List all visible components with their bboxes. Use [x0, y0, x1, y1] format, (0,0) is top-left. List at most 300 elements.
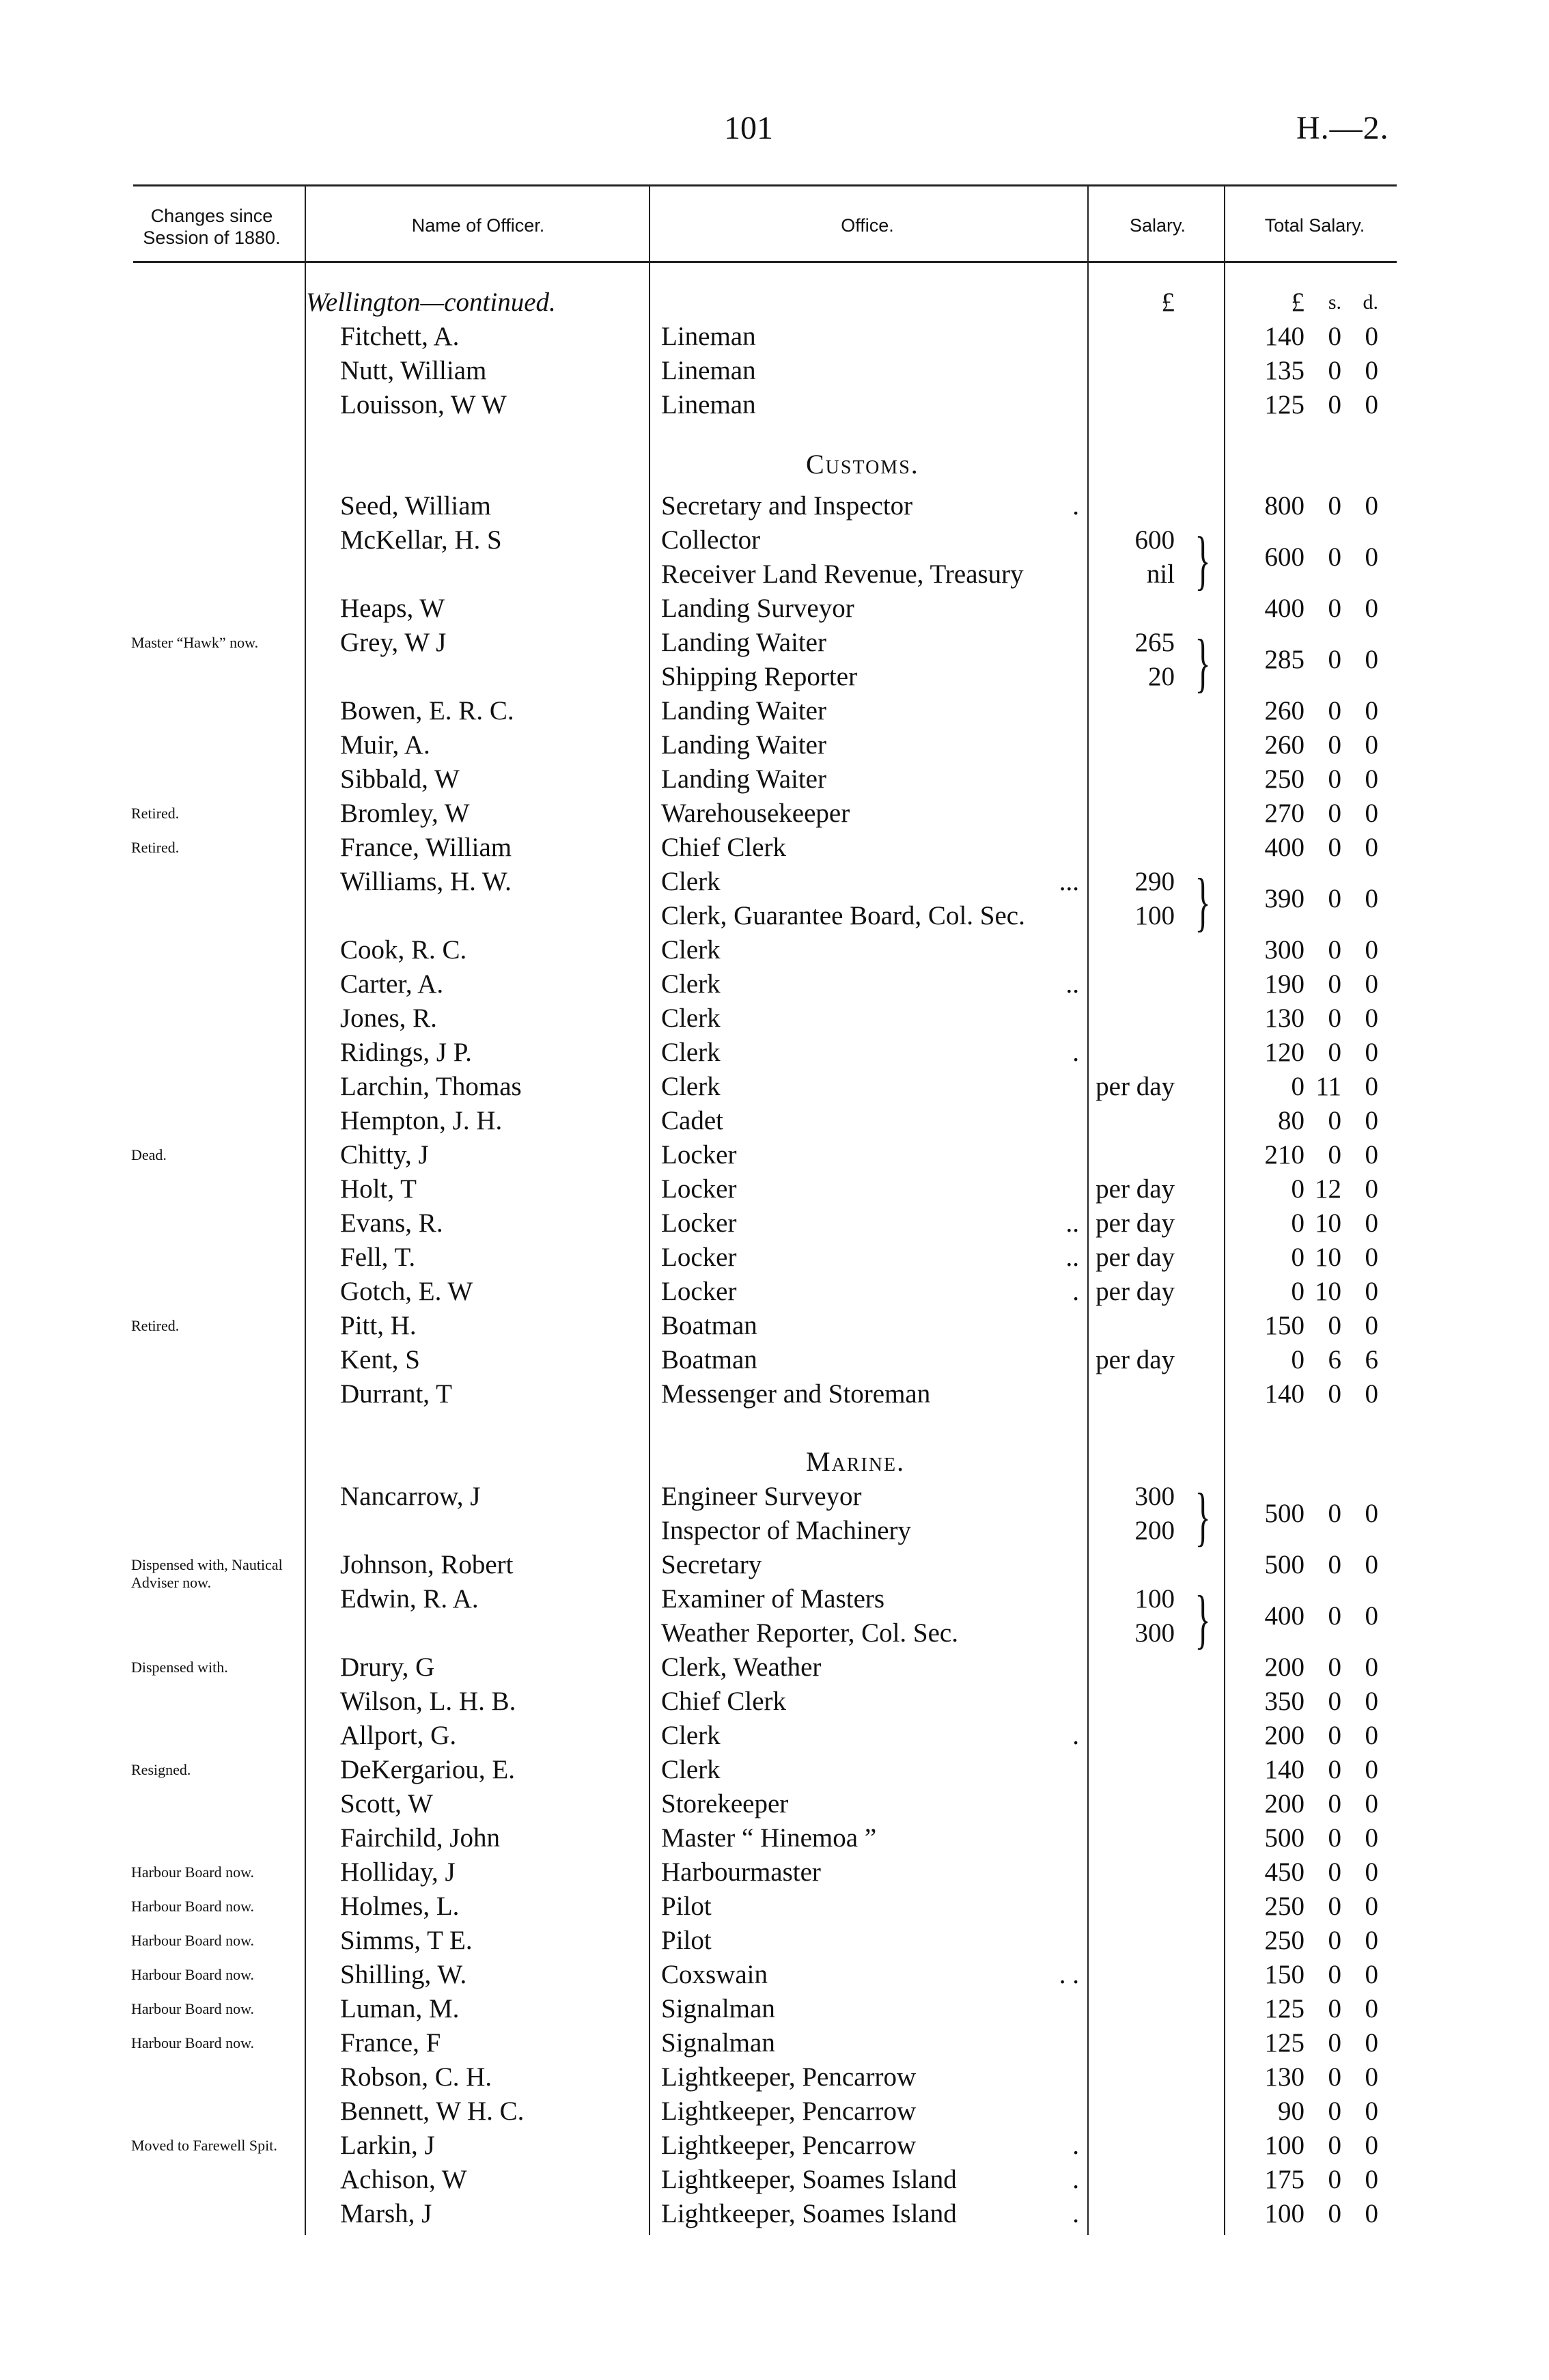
office: Collector	[661, 525, 761, 555]
total-shillings: 0	[1328, 1140, 1341, 1170]
table-row	[0, 1616, 1549, 1650]
total-pence: 0	[1365, 935, 1378, 965]
officer-name: Marsh, J	[340, 2199, 432, 2228]
total-shillings: 6	[1328, 1345, 1341, 1374]
change-note: Retired.	[131, 805, 180, 822]
table-row	[0, 1104, 1549, 1138]
office: Coxswain	[661, 1960, 768, 1989]
office: Clerk	[661, 867, 721, 896]
office: Weather Reporter, Col. Sec.	[661, 1618, 958, 1648]
table-row	[0, 967, 1549, 1001]
total-shillings: 0	[1328, 1857, 1341, 1887]
office: Secretary and Inspector	[661, 491, 913, 521]
officer-name: Heaps, W	[340, 594, 445, 623]
total-pence: 6	[1365, 1345, 1378, 1374]
officer-name: Johnson, Robert	[340, 1550, 514, 1579]
header-total: Total Salary.	[1264, 215, 1365, 236]
total-shillings: 0	[1328, 322, 1341, 351]
table-row	[0, 489, 1549, 523]
total-shillings: 0	[1328, 1601, 1341, 1631]
table-row	[0, 592, 1549, 626]
table-row	[0, 1719, 1549, 1753]
table-row	[0, 933, 1549, 967]
change-note: Dispensed with, Nautical Adviser now.	[131, 1556, 283, 1591]
table-row	[0, 762, 1549, 797]
header-top-rule	[133, 184, 1397, 186]
salary: per day	[1096, 1345, 1175, 1374]
office: Clerk	[661, 1038, 721, 1067]
salary: per day	[1096, 1208, 1175, 1238]
office: Clerk, Weather	[661, 1652, 822, 1682]
total-pounds: 250	[1264, 1926, 1304, 1955]
total-pounds: 200	[1264, 1652, 1304, 1682]
total-shillings: 0	[1328, 1892, 1341, 1921]
total-pence: 0	[1365, 730, 1378, 760]
office: Signalman	[661, 2028, 775, 2058]
officer-name: Bennett, W H. C.	[340, 2097, 525, 2126]
table-row	[0, 2197, 1549, 2231]
officer-name: Jones, R.	[340, 1004, 437, 1033]
officer-name: Shilling, W.	[340, 1960, 467, 1989]
salary: 300	[1134, 1618, 1175, 1648]
officer-name: DeKergariou, E.	[340, 1755, 515, 1784]
total-pounds: 100	[1264, 2131, 1304, 2160]
table-row	[0, 1480, 1549, 1528]
total-pounds: 120	[1264, 1038, 1304, 1067]
total-pounds: 210	[1264, 1140, 1304, 1170]
leader-dots: ...	[1059, 867, 1079, 896]
total-shillings: 0	[1328, 1687, 1341, 1716]
leader-dots: .	[1072, 1277, 1079, 1306]
table-row	[0, 1855, 1549, 1890]
table-row	[0, 1514, 1549, 1548]
officer-name: Simms, T E.	[340, 1926, 473, 1955]
officer-name: Sibbald, W	[340, 764, 460, 794]
total-pence: 0	[1365, 2062, 1378, 2092]
total-pounds: 250	[1264, 764, 1304, 794]
total-shillings: 0	[1328, 645, 1341, 674]
total-pence: 0	[1365, 2097, 1378, 2126]
total-pence: 0	[1365, 1208, 1378, 1238]
office: Pilot	[661, 1892, 712, 1921]
total-pence: 0	[1365, 1823, 1378, 1853]
total-shillings: 11	[1315, 1072, 1341, 1101]
table-row	[0, 388, 1549, 422]
table-row	[0, 626, 1549, 674]
total-pounds: 125	[1264, 1994, 1304, 2023]
office: Lightkeeper, Pencarrow	[661, 2131, 917, 2160]
salary: per day	[1096, 1072, 1175, 1101]
officer-name: Robson, C. H.	[340, 2062, 492, 2092]
leader-dots: .	[1072, 2131, 1079, 2160]
office: Messenger and Storeman	[661, 1379, 931, 1409]
officer-name: Edwin, R. A.	[340, 1584, 479, 1614]
office: Landing Waiter	[661, 730, 826, 760]
change-note: Harbour Board now.	[131, 1966, 255, 1983]
total-pence: 0	[1365, 2199, 1378, 2228]
office: Lightkeeper, Soames Island	[661, 2165, 957, 2194]
officer-name: Scott, W	[340, 1789, 433, 1818]
total-pounds: 150	[1264, 1311, 1304, 1340]
table-row	[0, 354, 1549, 388]
total-pounds: 175	[1264, 2165, 1304, 2194]
table-row	[0, 2026, 1549, 2060]
salary: 265	[1134, 628, 1175, 657]
table-row	[0, 797, 1549, 831]
pence-label: d.	[1363, 291, 1378, 314]
office: Secretary	[661, 1550, 762, 1579]
officer-name: McKellar, H. S	[340, 525, 502, 555]
total-shillings: 0	[1328, 1379, 1341, 1409]
total-pence: 0	[1365, 594, 1378, 623]
total-pence: 0	[1365, 833, 1378, 862]
total-pence: 0	[1365, 542, 1378, 572]
brace-icon: }	[1195, 626, 1211, 699]
leader-dots: .	[1072, 2199, 1079, 2228]
total-shillings: 10	[1315, 1277, 1341, 1306]
section-customs: Customs.	[806, 449, 919, 480]
officer-name: Luman, M.	[340, 1994, 460, 2023]
office: Lightkeeper, Pencarrow	[661, 2062, 917, 2092]
shillings-label: s.	[1328, 291, 1341, 314]
office: Clerk, Guarantee Board, Col. Sec.	[661, 901, 1025, 930]
total-pounds: 0	[1291, 1174, 1304, 1204]
office: Boatman	[661, 1311, 757, 1340]
total-shillings: 0	[1328, 1960, 1341, 1989]
officer-name: Ridings, J P.	[340, 1038, 472, 1067]
total-pence: 0	[1365, 322, 1378, 351]
leader-dots: .	[1072, 491, 1079, 521]
total-shillings: 0	[1328, 542, 1341, 572]
leader-dots: .	[1072, 2165, 1079, 2194]
office: Landing Waiter	[661, 764, 826, 794]
total-shillings: 0	[1328, 2062, 1341, 2092]
change-note: Harbour Board now.	[131, 1932, 255, 1949]
total-shillings: 0	[1328, 1823, 1341, 1853]
office: Shipping Reporter	[661, 662, 858, 691]
total-shillings: 0	[1328, 390, 1341, 419]
office: Clerk	[661, 969, 721, 999]
total-pounds: 260	[1264, 730, 1304, 760]
total-shillings: 0	[1328, 696, 1341, 725]
office: Chief Clerk	[661, 833, 787, 862]
total-shillings: 0	[1328, 833, 1341, 862]
office: Inspector of Machinery	[661, 1516, 912, 1545]
total-pence: 0	[1365, 1140, 1378, 1170]
brace-icon: }	[1195, 1582, 1211, 1655]
total-pence: 0	[1365, 1379, 1378, 1409]
table-row	[0, 1992, 1549, 2026]
total-pounds: 300	[1264, 935, 1304, 965]
salary: 290	[1134, 867, 1175, 896]
table-row	[0, 1582, 1549, 1631]
total-pence: 0	[1365, 1072, 1378, 1101]
change-note: Retired.	[131, 839, 180, 856]
total-shillings: 0	[1328, 969, 1341, 999]
brace-icon: }	[1195, 523, 1211, 596]
total-shillings: 0	[1328, 730, 1341, 760]
table-row	[0, 1275, 1549, 1309]
total-pence: 0	[1365, 969, 1378, 999]
table-row	[0, 1753, 1549, 1787]
total-pounds: 130	[1264, 2062, 1304, 2092]
total-shillings: 0	[1328, 764, 1341, 794]
total-pounds: 100	[1264, 2199, 1304, 2228]
office: Harbourmaster	[661, 1857, 821, 1887]
officer-name: Holliday, J	[340, 1857, 456, 1887]
table-row	[0, 2094, 1549, 2129]
total-pence: 0	[1365, 1994, 1378, 2023]
total-pounds: 0	[1291, 1243, 1304, 1272]
table-row	[0, 523, 1549, 572]
officer-name: France, F	[340, 2028, 441, 2058]
change-note: Dead.	[131, 1146, 167, 1163]
office: Clerk	[661, 935, 721, 965]
total-pounds: 0	[1291, 1277, 1304, 1306]
total-shillings: 0	[1328, 2097, 1341, 2126]
section-marine: Marine.	[806, 1446, 906, 1477]
total-pence: 0	[1365, 1311, 1378, 1340]
office: Lineman	[661, 322, 756, 351]
salary: 100	[1134, 901, 1175, 930]
table-row	[0, 2163, 1549, 2197]
total-shillings: 0	[1328, 884, 1341, 913]
officer-name: Carter, A.	[340, 969, 444, 999]
office: Examiner of Masters	[661, 1584, 885, 1614]
total-pounds: 500	[1264, 1823, 1304, 1853]
continued-row	[0, 286, 1549, 320]
header-office: Office.	[841, 215, 894, 236]
total-pence: 0	[1365, 390, 1378, 419]
total-pounds: 90	[1278, 2097, 1304, 2126]
total-shillings: 12	[1315, 1174, 1341, 1204]
total-pence: 0	[1365, 645, 1378, 674]
total-pence: 0	[1365, 799, 1378, 828]
office: Locker	[661, 1277, 737, 1306]
total-pence: 0	[1365, 2131, 1378, 2160]
table-row	[0, 1309, 1549, 1343]
total-shillings: 0	[1328, 1499, 1341, 1528]
change-note: Resigned.	[131, 1761, 191, 1778]
total-shillings: 0	[1328, 2028, 1341, 2058]
total-shillings: 0	[1328, 1038, 1341, 1067]
total-pounds: 130	[1264, 1004, 1304, 1033]
table-row	[0, 1172, 1549, 1206]
table-row	[0, 320, 1549, 354]
total-pounds: 270	[1264, 799, 1304, 828]
total-pence: 0	[1365, 1106, 1378, 1135]
header-name: Name of Officer.	[411, 215, 545, 236]
total-pence: 0	[1365, 1789, 1378, 1818]
officer-name: Nancarrow, J	[340, 1482, 481, 1511]
salary: per day	[1096, 1277, 1175, 1306]
total-pounds: 0	[1291, 1072, 1304, 1101]
change-note: Master “Hawk” now.	[131, 634, 259, 651]
total-pence: 0	[1365, 1277, 1378, 1306]
total-pounds: 400	[1264, 833, 1304, 862]
table-row	[0, 1924, 1549, 1958]
officer-name: Fell, T.	[340, 1243, 416, 1272]
salary: 300	[1134, 1482, 1175, 1511]
salary: 20	[1148, 662, 1175, 691]
office: Signalman	[661, 1994, 775, 2023]
total-shillings: 0	[1328, 1106, 1341, 1135]
officer-name: Nutt, William	[340, 356, 487, 385]
total-shillings: 0	[1328, 1004, 1341, 1033]
total-pounds: 800	[1264, 491, 1304, 521]
table-row	[0, 1241, 1549, 1275]
total-pounds: 140	[1264, 322, 1304, 351]
total-shillings: 0	[1328, 799, 1341, 828]
office: Clerk	[661, 1004, 721, 1033]
total-pence: 0	[1365, 1601, 1378, 1631]
table-row	[0, 1343, 1549, 1377]
total-pence: 0	[1365, 2028, 1378, 2058]
table-row	[0, 1138, 1549, 1172]
total-pounds: 125	[1264, 2028, 1304, 2058]
salary: 100	[1134, 1584, 1175, 1614]
officer-name: Evans, R.	[340, 1208, 443, 1238]
table-row	[0, 1821, 1549, 1855]
total-pounds: 600	[1264, 542, 1304, 572]
total-pounds: 450	[1264, 1857, 1304, 1887]
total-pounds: 0	[1291, 1208, 1304, 1238]
table-row	[0, 1650, 1549, 1685]
total-pounds: 135	[1264, 356, 1304, 385]
total-pounds: 400	[1264, 1601, 1304, 1631]
leader-dots: ..	[1065, 969, 1079, 999]
total-pence: 0	[1365, 1721, 1378, 1750]
office: Storekeeper	[661, 1789, 789, 1818]
total-pence: 0	[1365, 1174, 1378, 1204]
total-pounds: 500	[1264, 1550, 1304, 1579]
table-row	[0, 694, 1549, 728]
officer-name: France, William	[340, 833, 512, 862]
leader-dots: .	[1072, 1038, 1079, 1067]
officer-name: Kent, S	[340, 1345, 420, 1374]
table-row	[0, 1685, 1549, 1719]
office: Warehousekeeper	[661, 799, 850, 828]
officer-name: Bromley, W	[340, 799, 470, 828]
total-shillings: 10	[1315, 1208, 1341, 1238]
officer-name: Larchin, Thomas	[340, 1072, 522, 1101]
pounds-label: £	[1291, 288, 1304, 317]
total-pence: 0	[1365, 1857, 1378, 1887]
table-row	[0, 660, 1549, 694]
total-pence: 0	[1365, 1499, 1378, 1528]
total-pence: 0	[1365, 356, 1378, 385]
total-pence: 0	[1365, 2165, 1378, 2194]
office: Landing Waiter	[661, 628, 826, 657]
total-pounds: 260	[1264, 696, 1304, 725]
table-row	[0, 1001, 1549, 1036]
total-shillings: 0	[1328, 356, 1341, 385]
officer-name: Williams, H. W.	[340, 867, 512, 896]
total-shillings: 0	[1328, 1550, 1341, 1579]
officer-name: Gotch, E. W	[340, 1277, 473, 1306]
salary-currency: £	[1161, 288, 1175, 317]
office: Chief Clerk	[661, 1687, 787, 1716]
change-note: Moved to Farewell Spit.	[131, 2137, 277, 2154]
table-row	[0, 2129, 1549, 2163]
office: Lightkeeper, Soames Island	[661, 2199, 957, 2228]
table-row	[0, 1377, 1549, 1411]
salary: per day	[1096, 1243, 1175, 1272]
change-note: Harbour Board now.	[131, 1864, 255, 1881]
table-row	[0, 1036, 1549, 1070]
total-pounds: 350	[1264, 1687, 1304, 1716]
officer-name: Durrant, T	[340, 1379, 452, 1409]
brace-icon: }	[1195, 1480, 1211, 1553]
leader-dots: . .	[1059, 1960, 1079, 1989]
table-row	[0, 557, 1549, 592]
office: Locker	[661, 1140, 737, 1170]
total-pounds: 200	[1264, 1721, 1304, 1750]
total-shillings: 0	[1328, 491, 1341, 521]
office: Lightkeeper, Pencarrow	[661, 2097, 917, 2126]
table-row	[0, 1787, 1549, 1821]
total-pounds: 140	[1264, 1755, 1304, 1784]
office: Clerk	[661, 1721, 721, 1750]
total-shillings: 0	[1328, 1311, 1341, 1340]
total-pence: 0	[1365, 696, 1378, 725]
change-note: Dispensed with.	[131, 1659, 228, 1676]
salary: nil	[1146, 559, 1175, 589]
table-row	[0, 1206, 1549, 1241]
office: Master “ Hinemoa ”	[661, 1823, 877, 1853]
total-pounds: 140	[1264, 1379, 1304, 1409]
office: Locker	[661, 1208, 737, 1238]
office: Cadet	[661, 1106, 723, 1135]
total-pounds: 125	[1264, 390, 1304, 419]
leader-dots: ..	[1065, 1243, 1079, 1272]
total-pounds: 80	[1278, 1106, 1304, 1135]
total-pence: 0	[1365, 1652, 1378, 1682]
officer-name: Chitty, J	[340, 1140, 429, 1170]
officer-name: Larkin, J	[340, 2131, 435, 2160]
total-pence: 0	[1365, 764, 1378, 794]
total-pounds: 150	[1264, 1960, 1304, 1989]
officer-name: Hempton, J. H.	[340, 1106, 503, 1135]
office: Lineman	[661, 356, 756, 385]
total-shillings: 0	[1328, 2165, 1341, 2194]
total-pounds: 190	[1264, 969, 1304, 999]
total-pounds: 285	[1264, 645, 1304, 674]
total-pounds: 250	[1264, 1892, 1304, 1921]
header-bottom-rule	[133, 261, 1397, 263]
office: Landing Surveyor	[661, 594, 854, 623]
total-pence: 0	[1365, 1892, 1378, 1921]
total-shillings: 0	[1328, 2199, 1341, 2228]
officer-name: Bowen, E. R. C.	[340, 696, 514, 725]
leader-dots: .	[1072, 1721, 1079, 1750]
officer-name: Allport, G.	[340, 1721, 457, 1750]
total-shillings: 10	[1315, 1243, 1341, 1272]
office: Engineer Surveyor	[661, 1482, 862, 1511]
office: Clerk	[661, 1072, 721, 1101]
officer-name: Fairchild, John	[340, 1823, 500, 1853]
total-shillings: 0	[1328, 1755, 1341, 1784]
total-shillings: 0	[1328, 935, 1341, 965]
header-salary: Salary.	[1129, 215, 1186, 236]
total-pence: 0	[1365, 1038, 1378, 1067]
office: Lineman	[661, 390, 756, 419]
table-row	[0, 2060, 1549, 2094]
table-row	[0, 728, 1549, 762]
header-changes: Changes since Session of 1880.	[143, 206, 281, 248]
officer-name: Holmes, L.	[340, 1892, 460, 1921]
total-pence: 0	[1365, 1243, 1378, 1272]
